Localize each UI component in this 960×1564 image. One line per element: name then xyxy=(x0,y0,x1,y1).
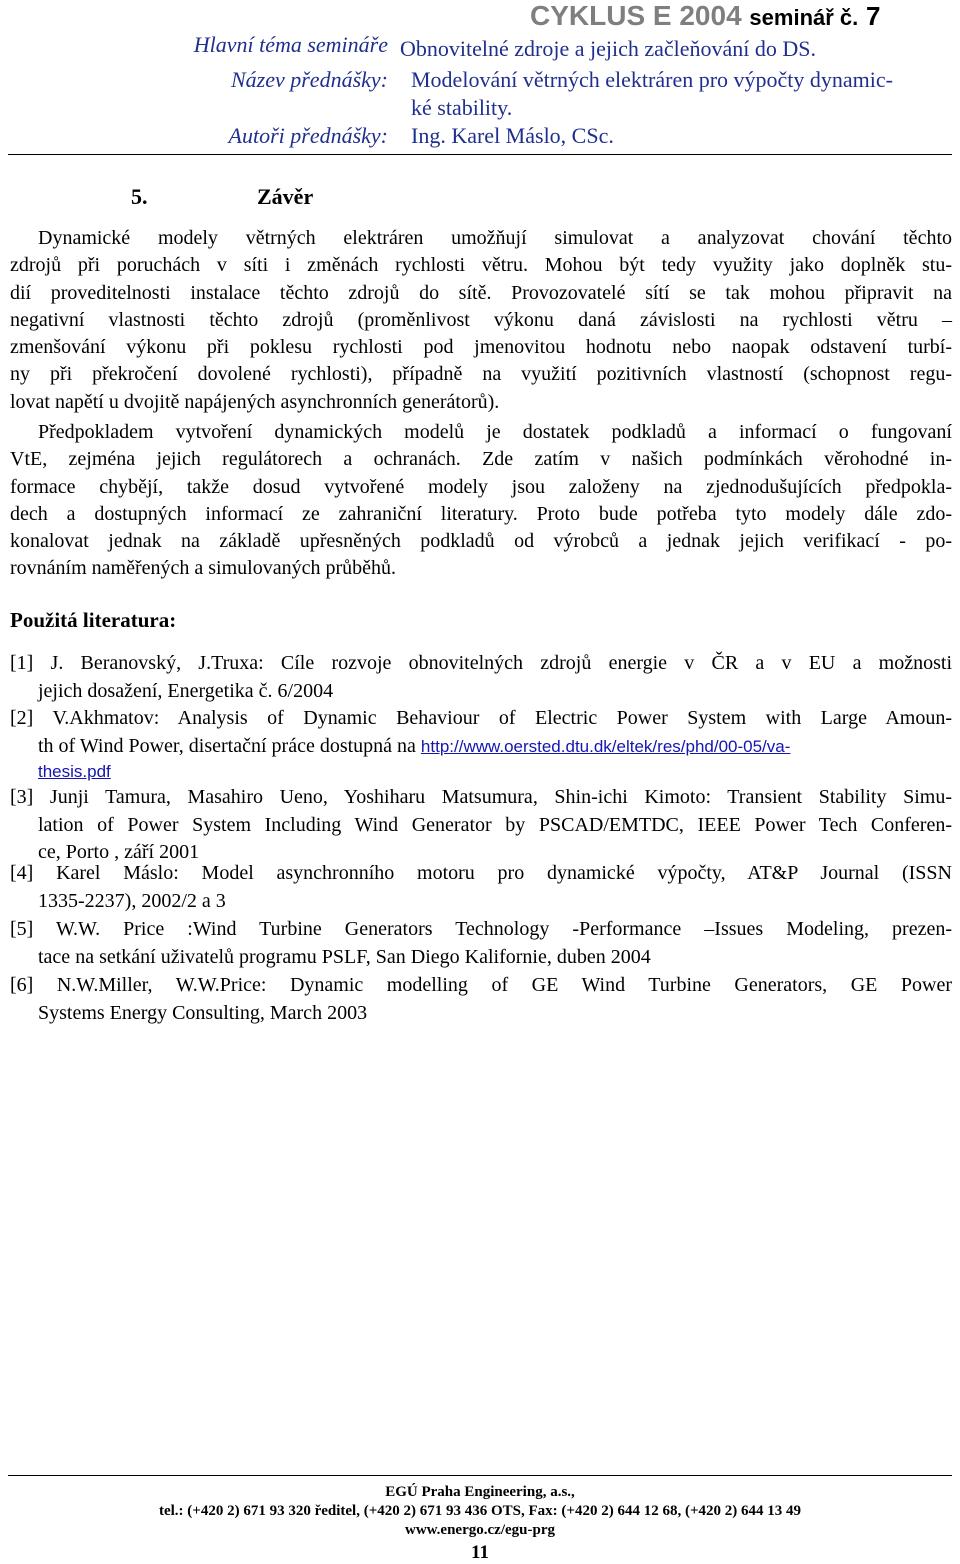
header-divider xyxy=(8,154,952,155)
reference-line: [4] Karel Máslo: Model asynchronního motoru pro dynamické výpočty, AT&P Journal (ISSN xyxy=(10,862,952,884)
paragraph-line: dií proveditelnosti instalace těchto zdrojů do sítě. Provozovatelé sítí se tak mohou připravit na xyxy=(10,281,952,304)
header-label-title: Název přednášky: xyxy=(230,67,388,92)
paragraph-line: VtE, zejména jejich regulátorech a ochranách. Zde zatím v našich podmínkách věrohodné in- xyxy=(10,448,952,471)
reference-line: 1335-2237), 2002/2 a 3 xyxy=(38,889,226,912)
reference-line: lation of Power System Including Wind Generator by PSCAD/EMTDC, IEEE Power Tech Conferen- xyxy=(38,813,952,836)
paragraph-line: Předpokladem vytvoření dynamických modelů je dostatek podkladů a informací o fungovaní xyxy=(38,421,952,443)
reference-line: Systems Energy Consulting, March 2003 xyxy=(38,1001,368,1024)
reference-line xyxy=(10,760,952,783)
reference-6 xyxy=(10,972,952,1027)
section-title: Závěr xyxy=(257,184,314,209)
header-label-topic: Hlavní téma semináře xyxy=(193,32,388,57)
reference-line: [1] J. Beranovský, J.Truxa: Cíle rozvoje obnovitelných zdrojů energie v ČR a v EU a možnosti xyxy=(10,652,952,674)
reference-3 xyxy=(10,784,952,867)
header-title-line1: Modelování větrných elektráren pro výpočty dynamic- xyxy=(411,67,894,92)
section-number: 5. xyxy=(131,184,148,209)
reference-line: ce, Porto , září 2001 xyxy=(38,841,200,863)
reference-text: th of Wind Power, disertační práce dostupná na xyxy=(38,734,421,757)
paragraph-line: rovnáním naměřených a simulovaných průběhů. xyxy=(10,557,396,580)
paragraph-line: dech a dostupných informací ze zahraniční literatury. Proto bude potřeba tyto modely dále zdo- xyxy=(10,502,952,525)
paragraph-line: zdrojů při poruchách v síti i změnách rychlosti větru. Mohou být tedy využity jako doplněk stu- xyxy=(10,254,952,277)
seminar-number: 7 xyxy=(866,1,881,31)
footer-company: EGÚ Praha Engineering, a.s., xyxy=(385,1484,575,1500)
footer-divider xyxy=(8,1475,952,1476)
reference-4 xyxy=(10,860,952,915)
paragraph-line: ny při překročení dovolené rychlosti), případně na využití pozitivních vlastností (schopnost regu- xyxy=(10,363,952,386)
reference-line: [6] N.W.Miller, W.W.Price: Dynamic modelling of GE Wind Turbine Generators, GE Power xyxy=(10,974,952,996)
literature-heading: Použitá literatura: xyxy=(10,608,177,632)
reference-line: [2] V.Akhmatov: Analysis of Dynamic Behaviour of Electric Power System with Large Amoun- xyxy=(10,707,952,729)
conclusion-paragraph-2 xyxy=(10,419,952,583)
header-topic: Obnovitelné zdroje a jejich začleňování do DS. xyxy=(400,36,817,61)
footer-web[interactable]: www.energo.cz/egu-prg xyxy=(405,1522,555,1538)
reference-2 xyxy=(10,705,952,783)
section-heading xyxy=(131,184,314,210)
reference-line: tace na setkání uživatelů programu PSLF, San Diego Kalifornie, duben 2004 xyxy=(38,945,651,968)
header-title-line2: ké stability. xyxy=(411,95,513,120)
reference-link[interactable]: http://www.oersted.dtu.dk/eltek/res/phd/00-05/va- xyxy=(420,736,791,756)
page-number: 11 xyxy=(471,1542,489,1563)
reference-1 xyxy=(10,650,952,705)
paragraph-line: Dynamické modely větrných elektráren umožňují simulovat a analyzovat chování těchto xyxy=(38,227,952,249)
paragraph-line: negativní vlastnosti těchto zdrojů (proměnlivost výkonu daná závislosti na rychlosti větru – xyxy=(10,308,952,331)
header-authors: Ing. Karel Máslo, CSc. xyxy=(411,123,614,148)
header-label-authors: Autoři přednášky: xyxy=(228,123,388,148)
series-title xyxy=(530,0,881,32)
conclusion-paragraph-1 xyxy=(10,225,952,416)
paragraph-line: lovat napětí u dvojitě napájených asynchronních generátorů). xyxy=(10,390,500,413)
reference-link-continued[interactable]: thesis.pdf xyxy=(38,762,111,781)
reference-5 xyxy=(10,916,952,971)
paragraph-line: zmenšování výkonu při poklesu rychlosti pod jmenovitou hodnotu nebo naopak odstavení turbí- xyxy=(10,336,952,359)
reference-line: [3] Junji Tamura, Masahiro Ueno, Yoshiharu Matsumura, Shin-ichi Kimoto: Transient Stability Simu- xyxy=(10,786,952,808)
paragraph-line: konalovat jednak na základě upřesněných podkladů od výrobců a jednak jejich verifikací - po- xyxy=(10,530,952,553)
paragraph-line: formace chybějí, takže dosud vytvořené modely jsou založeny na zjednodušujících předpokla- xyxy=(10,475,952,498)
seminar-label: seminář č. xyxy=(749,5,859,30)
reference-line xyxy=(10,733,952,761)
reference-line: [5] W.W. Price :Wind Turbine Generators Technology -Performance –Issues Modeling, prezen- xyxy=(10,918,952,940)
cyklus-label: CYKLUS E 2004 xyxy=(530,0,742,31)
footer-contacts: tel.: (+420 2) 671 93 320 ředitel, (+420 2) 671 93 436 OTS, Fax: (+420 2) 644 12 68, (+420 2) 644 13 49 xyxy=(158,1503,802,1519)
reference-line: jejich dosažení, Energetika č. 6/2004 xyxy=(38,679,334,702)
